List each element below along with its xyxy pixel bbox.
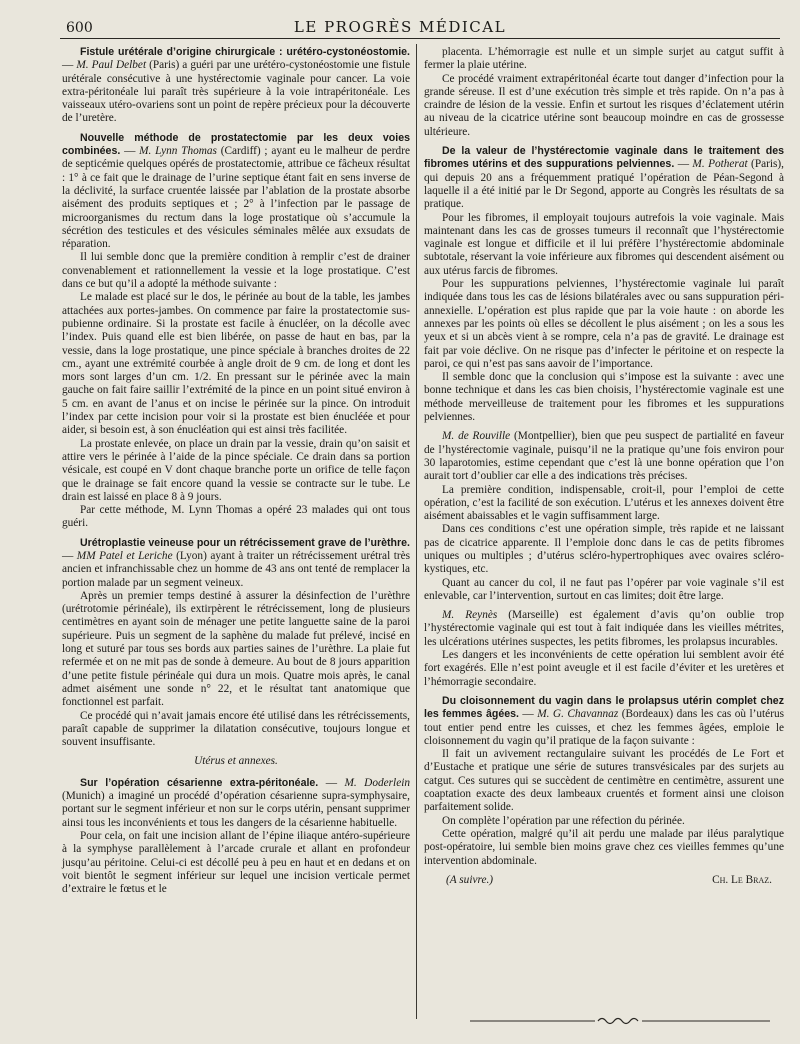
paragraph-text: Il lui semble donc que la première condition à remplir c’est de drainer convenablement et rationnellement la vessie et la loge prostatique. C’est dans ce but qu’il a adopté la méthode suivante : (62, 251, 410, 291)
paragraph-text: (Marseille) est également d’avis qu’on oublie trop l’hystérectomie vaginale qui est tout à fait indiquée dans les vieilles métrites, les ulcérations utérines suspectes, les petits fibromes, les prolapsus incurables. (424, 609, 784, 648)
article (62, 132, 410, 531)
paragraph-text: Il semble donc que la conclusion qui s’impose est la suivante : avec une bonne technique et dans les cas bien choisis, l’hystérectomie vaginale est une méthode merveilleuse de traitement pour les fibromes et les suppurations pelviennes. (424, 371, 784, 424)
article-paragraph (424, 371, 784, 424)
article-paragraph (62, 830, 410, 896)
article-author: M. Lynn Thomas (139, 145, 217, 158)
article-paragraph (424, 748, 784, 814)
article-headline: De la valeur de l’hystérectomie vaginale dans le traitement des fibromes utérins et des suppurations pelviennes. (424, 145, 784, 171)
headline-dash: — (62, 549, 77, 562)
article-lead-paragraph (424, 46, 784, 73)
article-author: M. Potherat (692, 158, 748, 171)
article-lead-paragraph (62, 46, 410, 126)
paragraph-text: Le malade est placé sur le dos, le périnée au bout de la table, les jambes attachées aux portes-jambes. On commence par faire la prostatectomie sus-pubienne ordinaire. Si la prostate est facile à énucléer, on la décolle avec l’index. Puis quand elle est bien libérée, on passe de haut en bas, par la vessie, dans la loge prostatique, une pince spéciale à branches droites de 22 cm., ayant une extrémité courbée à angle droit de 9 cm. de long et dont les mors sont larges d’un cm. 1/2. En pressant sur le périnée avec la main gauche on fait faire saillir l’extrémité de la pince en un point situé environ à 5 cm. en avant de l’anus et on incise le périnée sur la pince. On introduit l’index par cette incision pour voir si la prostate est bien énucléée et pour aider, si besoin est, à son énucléation qui est ainsi très facilitée. (62, 291, 410, 437)
paragraph-text: Pour cela, on fait une incision allant de l’épine iliaque antéro-supérieure à la symphyse parallèlement à l’arcade crurale et allant en profondeur jusqu’au péritoine. Celui-ci est décollé peu à peu en haut et en dedans et on voit bientôt le segment inférieur sur lequel une incision verticale permet d’extraire le fœtus et le (62, 829, 410, 896)
paragraph-text: Quant au cancer du col, il ne faut pas l’opérer par voie vaginale s’il est enlevable, car l’intervention, surtout en cas limites; doit être large. (424, 576, 784, 602)
headline-dash: — (62, 59, 77, 72)
article-lead-paragraph (62, 132, 410, 252)
left-column (62, 46, 410, 902)
article-author: M. Doderlein (344, 776, 410, 789)
section-title: Utérus et annexes. (194, 755, 278, 768)
article (424, 695, 784, 868)
article (424, 145, 784, 424)
article-headline: Urétroplastie veineuse pour un rétrécissement grave de l’urèthre. (80, 536, 410, 549)
paragraph-text: Cette opération, malgré qu’il ait perdu une malade par iléus paralytique post-opératoire, lui semble bien moins grave chez ces vieilles femmes qu’une intervention abdominale. (424, 827, 784, 867)
article-paragraph (62, 590, 410, 710)
article-author: M. Reynès (442, 609, 498, 622)
paragraph-text: Après un premier temps destiné à assurer la désinfection de l’urèthre (urétrotomie périnéale), ils extirpèrent le rétrécissement, long de plusieurs centimètres en ayant soin de ménager une petite languette saine de la paroi supérieure. Puis un segment de la saphène du malade fut prélevé, incisé en long et suturé par tous ses bords aux parties saines de l’urèthre. La plaie fut refermée et on ne mit pas de sonde à demeure. Au bout de 8 jours apparition d’une petite fistule périnéale qui dura un mois. Quatre mois après, le canal admet aisément une sonde n° 22, et le résultat tant anatomique que fonctionnel est parfait. (62, 589, 410, 709)
article-author: M. de Rouville (442, 430, 511, 443)
paragraph-text: Ce procédé vraiment extrapéritonéal écarte tout danger d’infection pour la grande séreuse. Il est d’une exécution très simple et très rapide. On n’a pas à craindre de lésion de la vessie. Enfin et surtout les risques d’éclatement utérin au niveau de la cicatrice utérine sont beaucoup moindre en cas de grossesse ultérieure. (424, 72, 784, 138)
paragraph-text: La première condition, indispensable, croit-il, pour l’emploi de cette opération, c’est la facilité de son exécution. L’utérus et les annexes doivent être aisément abaissables et le vagin suffisamment large. (424, 483, 784, 523)
paragraph-text: (Lyon) ayant à traiter un rétrécissement urétral très ancien et infranchissable chez un homme de 43 ans ont tenté de remplacer la portion malade par un segment veineux. (62, 549, 411, 589)
article (424, 430, 784, 603)
article (424, 46, 784, 139)
article-lead-paragraph (62, 777, 410, 830)
paragraph-text: La prostate enlevée, on place un drain par la vessie, drain qu’on saisit et attire vers le périnée à l’aide de la pince spéciale. Ce drain dans sa portion vésicale, est coupé en V dont chaque branche porte un orifice de telle façon que le drainage se fait encore quand la vessie se contracte sur le tube. Le drain est laissé en place 8 à 9 jours. (62, 437, 410, 503)
article (62, 537, 410, 750)
paragraph-text: (Munich) a imaginé un procédé d’opération césarienne supra-symphysaire, portant sur le segment inférieur et non sur le corps utérin, pensant supprimer ainsi tous les inconvénients et tous les dangers de la césarienne habituelle. (62, 790, 410, 829)
article-paragraph (424, 577, 784, 604)
article-paragraph (424, 815, 784, 828)
column-divider (416, 44, 417, 1019)
article-lead-paragraph (424, 430, 784, 483)
article-paragraph (424, 523, 784, 576)
article-paragraph (62, 504, 410, 531)
article-paragraph (424, 73, 784, 139)
article-paragraph (62, 438, 410, 504)
article-lead-paragraph (424, 695, 784, 748)
signature-line (424, 874, 784, 887)
article-headline: Sur l’opération césarienne extra-péritonéale. (80, 776, 319, 789)
headline-dash: — (674, 158, 693, 171)
article-paragraph (424, 212, 784, 278)
paragraph-text: Les dangers et les inconvénients de cette opération lui semblent avoir été fort exagérés. Elle n’est point aveugle et il est facile d’éviter et les uretères et l’hémorragie secondaire. (424, 649, 784, 688)
to-be-continued: (A suivre.) (446, 873, 494, 886)
paragraph-text: Pour les fibromes, il employait toujours autrefois la voie vaginale. Mais maintenant dans les cas de grosses tumeurs il reconnaît que l’hystérectomie vaginale est longue et difficile et il lui préfère l’hystérectomie abdominale subtotale, réservant la voie inférieure aux fibromes qui descendent aisément ou aux utérus farcis de fibromes. (424, 211, 784, 277)
paragraph-text: (Paris) a guéri par une urétéro-cystonéostomie une fistule urétérale consécutive à une hystérectomie vaginale pour cancer. La voie extra-péritonéale lui paraît très supérieure à la voie intrapéritonéale. Les vaisseaux utéro-ovariens sont un point de repère précieux pour la découverte de l’uretère. (62, 59, 411, 125)
article-headline: Nouvelle méthode de prostatectomie par les deux voies combinées. (62, 131, 410, 158)
paragraph-text: Pour les suppurations pelviennes, l’hystérectomie vaginale lui paraît indiquée dans tous les cas de lésions bilatérales avec ou sans suppuration péri-annexielle. L’opération est plus rapide que par la voie haute : on aborde les annexes par les points où elles se décollent le plus aisément ; on les a sous les yeux et si un abcès vient à se rompre, cela n’a pas de gravité. Le drainage est fait par voie déclive. On ne risque pas d’infecter le péritoine et on respecte la paroi, ce qui n’est pas sans aavoir de l’importance. (424, 278, 784, 370)
headline-dash: — (120, 145, 140, 158)
page-number: 600 (66, 20, 93, 36)
article-author: M. Paul Delbet (76, 59, 147, 72)
end-ornament (470, 1016, 770, 1026)
article (62, 46, 410, 126)
article-paragraph (424, 649, 784, 689)
paragraph-text: On complète l’opération par une réfection du périnée. (442, 814, 685, 827)
article-paragraph (62, 251, 410, 291)
signature-author: Ch. Le Braz. (712, 873, 772, 886)
paragraph-text: Ce procédé qui n’avait jamais encore été utilisé dans les rétrécissements, paraît capable de supprimer la dilatation consécutive, toujours longue et souvent insuffisante. (62, 709, 410, 749)
article-paragraph (424, 484, 784, 524)
article (424, 609, 784, 689)
article (62, 777, 410, 897)
article-headline: Fistule urétérale d’origine chirurgicale : urétéro-cystonéostomie. (80, 46, 410, 58)
article-lead-paragraph (424, 145, 784, 211)
header-rule (60, 38, 780, 39)
article-lead-paragraph (424, 609, 784, 649)
paragraph-text: (Paris), qui depuis 20 ans a fréquemment pratiqué l’opération de Péan-Segond à laquelle il a été initié par le Dr Segond, apporte au Congrès les résultats de sa pratique. (424, 158, 784, 211)
paragraph-text: Il fait un avivement rectangulaire suivant les procédés de Le Fort et d’Eustache et pratique une série de sutures transvésicales par des surjets au catgut. Ces sutures qui se succèdent de centimètre en centimètre, assurent une coaptation exacte des deux lambeaux cruentés et forment ainsi une cloison parfaitement solide. (424, 748, 784, 814)
article-paragraph (62, 710, 410, 750)
paragraph-text: placenta. L’hémorragie est nulle et un simple surjet au catgut suffit à fermer la plaie utérine. (424, 46, 784, 72)
journal-title: LE PROGRÈS MÉDICAL (293, 18, 507, 36)
article-lead-paragraph (62, 537, 410, 590)
paragraph-text: (Bordeaux) dans les cas où l’utérus tout entier pend entre les cuisses, et chez les femmes âgées, emploie le cloisonnement du vagin qu’il pratique de la façon suivante : (424, 708, 785, 747)
paragraph-text: (Cardiff) ; ayant eu le malheur de perdre de septicémie quelques opérés de prostatectomie, attribue ce fâcheux résultat : 1° à ce fait que le drainage de l’urine septique étant fait en sens inverse de la déclivité, la surface cruentée laissée par l’ablation de la prostate absorbe aisément des produits septiques et ; 2° à l’infection par le passage de microorganismes du rectum dans la loge prostatique où s’accumule la sécrétion des testicules et des vésicules séminales mêlée aux exsudats de réparation. (62, 145, 410, 251)
paragraph-text: (Montpellier), bien que peu suspect de partialité en faveur de l’hystérectomie vaginale, puisqu’il ne la pratique qu’une fois environ pour 30 laparotomies, estime cependant que c’est là une bonne opération que l’on aurait tort d’oublier car elle a des indications très précises. (424, 430, 785, 483)
article-paragraph (424, 828, 784, 868)
article-paragraph (62, 291, 410, 437)
article-author: MM Patel et Leriche (76, 549, 173, 562)
headline-dash: — (518, 708, 538, 721)
paragraph-text: Par cette méthode, M. Lynn Thomas a opéré 23 malades qui ont tous guéri. (62, 504, 410, 530)
right-column (424, 46, 784, 887)
headline-dash: — (318, 776, 345, 789)
article-headline: Du cloisonnement du vagin dans le prolapsus utérin complet chez les femmes âgées. (424, 694, 784, 721)
paragraph-text: Dans ces conditions c’est une opération simple, très rapide et ne laissant pas de cicatrice apparente. Il l’emploie donc dans le cas de petits fibromes uniques ou multiples ; d’utérus scléro-hypertrophiques avec ovaires scléro-kystiques, etc. (424, 523, 784, 576)
article-author: M. G. Chavannaz (537, 708, 619, 721)
article-paragraph (424, 278, 784, 371)
